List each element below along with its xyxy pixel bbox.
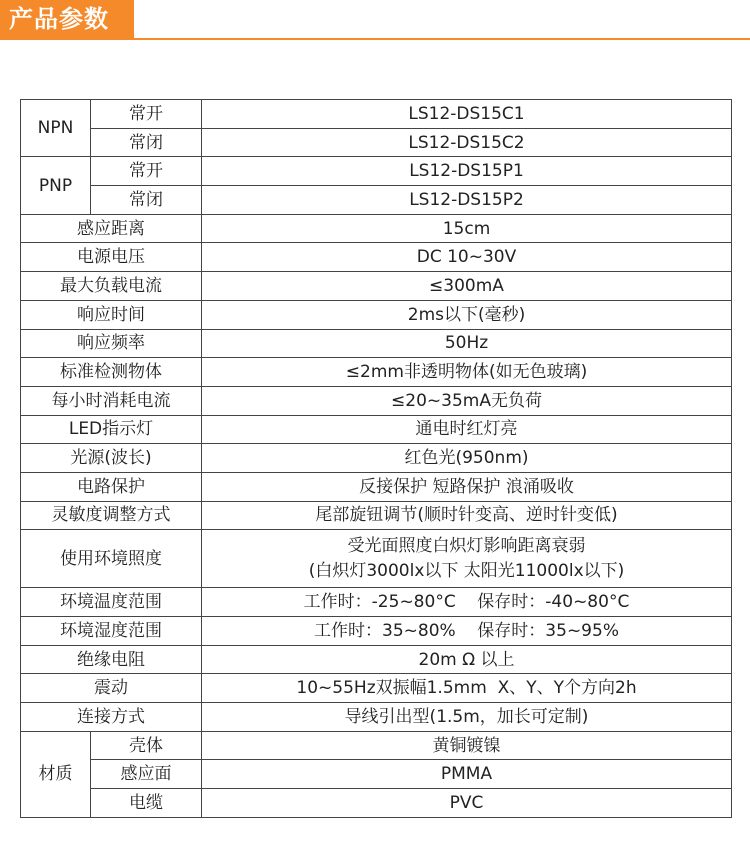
table-row	[21, 501, 732, 530]
row-value: ≤300mA	[202, 272, 732, 301]
row-value-line: (白炽灯3000lx以下 太阳光11000lx以下)	[308, 560, 625, 581]
table-row	[21, 157, 732, 186]
row-label: 壳体	[91, 731, 202, 760]
table-row	[21, 731, 732, 760]
group-label-pnp: PNP	[21, 157, 91, 214]
table-row	[21, 617, 732, 646]
row-value: 通电时红灯亮	[202, 415, 732, 444]
row-value: ≤20~35mA无负荷	[202, 386, 732, 415]
table-row	[21, 272, 732, 301]
table-row	[21, 760, 732, 789]
row-label: 绝缘电阻	[21, 645, 202, 674]
table-row	[21, 100, 732, 129]
row-value: 2ms以下(毫秒)	[202, 300, 732, 329]
row-value: LS12-DS15C1	[202, 100, 732, 129]
row-value: DC 10~30V	[202, 243, 732, 272]
row-value: 工作时：-25~80°C 保存时：-40~80°C	[202, 588, 732, 617]
row-label: 电路保护	[21, 472, 202, 501]
group-label-material: 材质	[21, 731, 91, 817]
row-value: PVC	[202, 789, 732, 818]
row-value: 导线引出型(1.5m，加长可定制)	[202, 703, 732, 732]
row-value: 20m Ω 以上	[202, 645, 732, 674]
table-row	[21, 128, 732, 157]
table-row	[21, 243, 732, 272]
table-row	[21, 674, 732, 703]
spec-table	[20, 99, 732, 818]
row-label: 使用环境照度	[21, 530, 202, 588]
row-label: 光源(波长)	[21, 444, 202, 473]
row-label: 每小时消耗电流	[21, 386, 202, 415]
row-label: 电缆	[91, 789, 202, 818]
table-row	[21, 214, 732, 243]
row-label: 响应频率	[21, 329, 202, 358]
row-label: 环境湿度范围	[21, 617, 202, 646]
row-value: LS12-DS15P2	[202, 186, 732, 215]
row-value: 黄铜镀镍	[202, 731, 732, 760]
header-divider	[0, 38, 750, 40]
table-row	[21, 588, 732, 617]
row-label: 标准检测物体	[21, 358, 202, 387]
row-label: 感应距离	[21, 214, 202, 243]
table-row	[21, 386, 732, 415]
row-label: 环境温度范围	[21, 588, 202, 617]
row-label: 电源电压	[21, 243, 202, 272]
table-row	[21, 329, 732, 358]
table-row	[21, 358, 732, 387]
row-label: 最大负载电流	[21, 272, 202, 301]
row-value: 红色光(950nm)	[202, 444, 732, 473]
table-row	[21, 789, 732, 818]
row-label: 灵敏度调整方式	[21, 501, 202, 530]
row-value: PMMA	[202, 760, 732, 789]
table-row	[21, 645, 732, 674]
row-value	[202, 530, 732, 588]
row-value: 10~55Hz双振幅1.5mm X、Y、Y个方向2h	[202, 674, 732, 703]
table-row	[21, 415, 732, 444]
group-label-npn: NPN	[21, 100, 91, 157]
row-value: 50Hz	[202, 329, 732, 358]
row-label: 连接方式	[21, 703, 202, 732]
row-label: 感应面	[91, 760, 202, 789]
row-value: LS12-DS15P1	[202, 157, 732, 186]
row-value: ≤2mm非透明物体(如无色玻璃)	[202, 358, 732, 387]
row-value: LS12-DS15C2	[202, 128, 732, 157]
row-label: 常开	[91, 157, 202, 186]
row-label: LED指示灯	[21, 415, 202, 444]
table-row	[21, 472, 732, 501]
row-value: 15cm	[202, 214, 732, 243]
row-label: 常闭	[91, 186, 202, 215]
table-row	[21, 444, 732, 473]
table-row	[21, 703, 732, 732]
row-value: 工作时：35~80% 保存时：35~95%	[202, 617, 732, 646]
row-value: 反接保护 短路保护 浪涌吸收	[202, 472, 732, 501]
section-title: 产品参数	[0, 0, 134, 38]
row-label: 常闭	[91, 128, 202, 157]
row-label: 震动	[21, 674, 202, 703]
table-row	[21, 300, 732, 329]
row-label: 常开	[91, 100, 202, 129]
table-row	[21, 530, 732, 588]
row-value-line: 受光面照度白炽灯影响距离衰弱	[347, 535, 586, 556]
table-row	[21, 186, 732, 215]
row-label: 响应时间	[21, 300, 202, 329]
row-value: 尾部旋钮调节(顺时针变高、逆时针变低)	[202, 501, 732, 530]
